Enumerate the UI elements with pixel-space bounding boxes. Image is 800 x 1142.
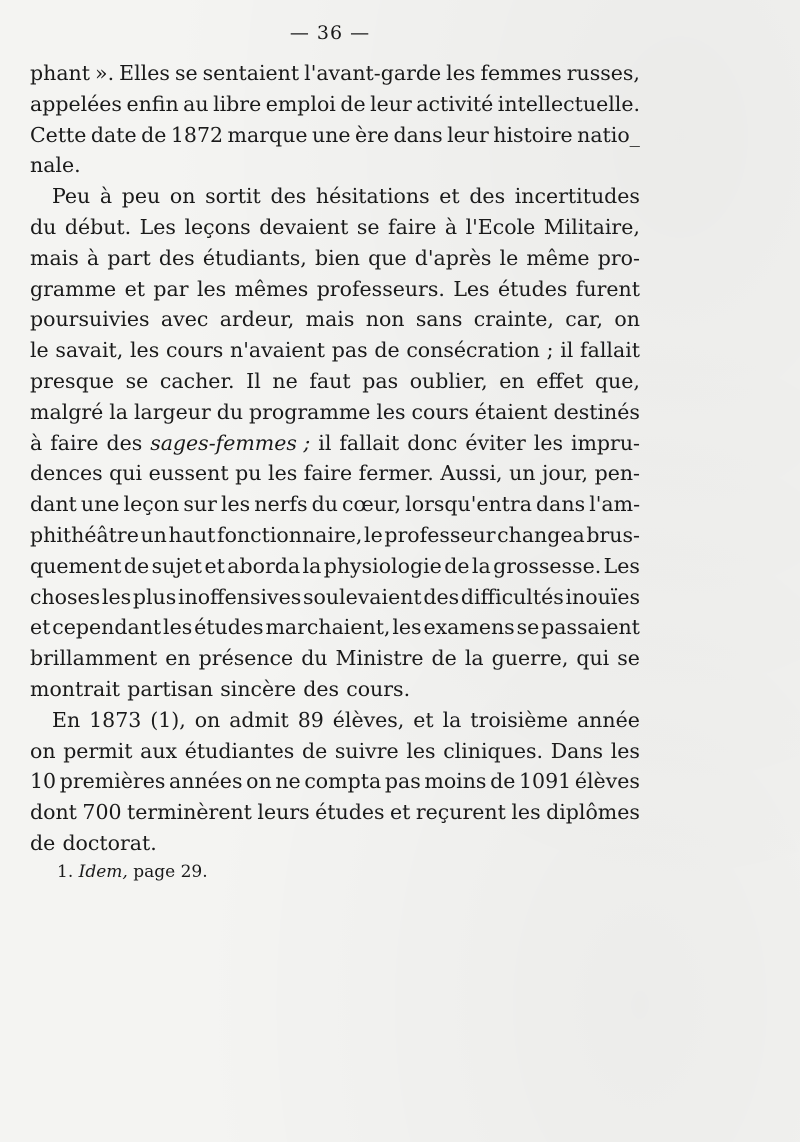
word: examens <box>423 615 515 640</box>
word: les <box>511 800 541 825</box>
word: se <box>125 368 149 393</box>
word: impru- <box>570 430 640 455</box>
word: eussent <box>148 461 229 486</box>
word: année <box>576 707 640 732</box>
word: les <box>610 738 640 763</box>
word: leur <box>447 122 489 147</box>
word: de <box>431 646 457 671</box>
word: leçon <box>123 492 180 517</box>
word: le <box>364 522 383 547</box>
word: 89 <box>297 707 324 732</box>
word: Aussi, <box>440 461 503 486</box>
word: début. <box>64 214 132 239</box>
word: femmes <box>480 61 562 85</box>
text-line <box>30 243 640 274</box>
word: le <box>499 245 519 270</box>
word: à <box>86 245 100 270</box>
word: un <box>140 522 167 547</box>
word: nale. <box>30 153 81 178</box>
word: l'avant-garde <box>304 61 442 85</box>
word: inouïes <box>565 584 640 609</box>
word: sentaient <box>202 61 300 85</box>
word: la <box>471 553 491 578</box>
word: poursuivies <box>30 307 150 332</box>
word: même <box>526 245 590 270</box>
word: 1873 <box>89 707 142 732</box>
text-line <box>30 212 640 243</box>
word: cliniques. <box>443 738 544 763</box>
word: compta <box>304 769 382 794</box>
word: difficultés <box>460 584 564 609</box>
word: sincère <box>220 676 297 701</box>
word: et <box>390 800 411 825</box>
text-line <box>30 458 640 489</box>
word: guerre, <box>491 646 569 671</box>
word: soulevaient <box>302 584 422 609</box>
word: libre <box>213 91 262 116</box>
word: moins <box>424 769 487 794</box>
word: effet <box>536 368 584 393</box>
word: montrait <box>30 676 121 701</box>
word: et <box>204 553 225 578</box>
word: inoffensives <box>177 584 302 609</box>
word: hésitations <box>315 184 430 209</box>
word: on <box>30 738 56 763</box>
word: et <box>439 184 460 209</box>
word: changea <box>497 522 585 547</box>
word: cours. <box>346 676 411 701</box>
word: et <box>124 276 145 301</box>
footnote-source: Idem, <box>78 862 128 882</box>
word: sans <box>415 307 463 332</box>
word: russes, <box>566 61 640 85</box>
word: élèves, <box>332 707 405 732</box>
word: à <box>99 184 113 209</box>
word: se <box>356 214 380 239</box>
word: 10 <box>30 769 57 794</box>
word: gramme <box>30 276 117 301</box>
text-line <box>30 58 640 89</box>
text-line <box>30 304 640 335</box>
word: reçurent <box>415 800 506 825</box>
text-line <box>30 335 640 366</box>
word: les <box>220 492 251 517</box>
word: ardeur, <box>219 307 295 332</box>
word: il <box>318 430 332 455</box>
word: passaient <box>541 615 640 640</box>
word: terminèrent <box>127 800 252 825</box>
text-line <box>30 89 640 120</box>
word: pu <box>235 461 262 486</box>
word: aux <box>140 738 178 763</box>
word: n'avaient <box>230 338 326 363</box>
word: on <box>169 184 196 209</box>
word: la <box>302 553 322 578</box>
word: la <box>109 399 128 424</box>
word: qui <box>109 461 143 486</box>
word: un <box>509 461 536 486</box>
text-line <box>30 797 640 828</box>
word: faire <box>50 430 99 455</box>
word: pas <box>331 338 368 363</box>
word: enfin <box>126 91 179 116</box>
word: en <box>165 646 191 671</box>
word: jour, <box>542 461 589 486</box>
word: se <box>516 615 540 640</box>
word: de <box>340 91 366 116</box>
footnote-number: 1. <box>57 862 74 882</box>
text-line <box>30 705 640 736</box>
word: crainte, <box>473 307 554 332</box>
word: sortit <box>205 184 261 209</box>
paragraph <box>30 705 640 859</box>
text-line <box>30 489 640 520</box>
word: fallait <box>580 338 640 363</box>
word: de <box>123 553 150 578</box>
word: faut <box>309 368 351 393</box>
word: admit <box>229 707 289 732</box>
text-line <box>30 520 640 551</box>
word: Les <box>603 553 640 578</box>
word: oublier, <box>409 368 488 393</box>
word: années <box>169 769 243 794</box>
word: dant <box>30 492 77 517</box>
word: physiologie <box>323 553 442 578</box>
word: étudiants, <box>202 245 307 270</box>
word: marque <box>227 122 308 147</box>
word: les <box>406 738 436 763</box>
footnote <box>57 862 208 882</box>
word: Dans <box>550 738 604 763</box>
word: bien <box>314 245 360 270</box>
word: études <box>315 800 385 825</box>
word: que <box>368 245 407 270</box>
word: les <box>533 430 563 455</box>
word: du <box>311 492 338 517</box>
word: plus <box>132 584 177 609</box>
word: cours <box>165 338 224 363</box>
word: 1872 <box>170 122 224 147</box>
word: des <box>303 676 340 701</box>
word: cours <box>411 399 469 424</box>
word: des <box>106 430 143 455</box>
word: Les <box>139 214 176 239</box>
word: diplômes <box>546 800 640 825</box>
word: ne <box>275 769 301 794</box>
word: il <box>560 338 574 363</box>
word: leçons <box>184 214 251 239</box>
word: ; <box>546 338 554 363</box>
word: brus- <box>586 522 640 547</box>
word: études <box>194 615 264 640</box>
word: étaient <box>474 399 548 424</box>
word: faire <box>388 214 437 239</box>
word: présence <box>198 646 294 671</box>
word: et <box>30 615 51 640</box>
word: grossesse. <box>493 553 602 578</box>
word: non <box>365 307 405 332</box>
word: on <box>614 307 640 332</box>
word: premières <box>59 769 166 794</box>
word: 1091 <box>519 769 572 794</box>
word: cœur, <box>342 492 402 517</box>
word: aborda <box>227 553 301 578</box>
text-line <box>30 766 640 797</box>
word: d'après <box>414 245 492 270</box>
word: pas <box>384 769 421 794</box>
word: Militaire, <box>543 214 640 239</box>
text-line <box>30 736 640 767</box>
word: partisan <box>127 676 214 701</box>
word: pro- <box>597 245 640 270</box>
word: de <box>301 738 328 763</box>
word: nerfs <box>254 492 308 517</box>
word: une <box>80 492 120 517</box>
word: furent <box>575 276 640 301</box>
word: marchaient, <box>265 615 391 640</box>
text-line <box>30 428 640 459</box>
word: dences <box>30 461 103 486</box>
word: l'Ecole <box>465 214 536 239</box>
word: les <box>268 461 298 486</box>
word: sujet <box>151 553 203 578</box>
word: fermer. <box>358 461 434 486</box>
word: sages-femmes ; <box>150 430 311 455</box>
word: on <box>246 769 272 794</box>
text-line <box>30 274 640 305</box>
word: se <box>174 61 198 85</box>
word: destinés <box>553 399 640 424</box>
word: En <box>52 707 81 732</box>
word: les <box>392 615 422 640</box>
word: les <box>446 61 476 85</box>
word: professeur <box>384 522 496 547</box>
text-line <box>30 551 640 582</box>
word: pen- <box>594 461 640 486</box>
word: emploi <box>265 91 336 116</box>
word: incertitudes <box>514 184 640 209</box>
word: cacher. <box>159 368 235 393</box>
word: sur <box>183 492 217 517</box>
word: 700 <box>82 800 122 825</box>
word: du <box>216 399 244 424</box>
word: pas <box>362 368 399 393</box>
text-line <box>30 397 640 428</box>
word: les <box>130 338 160 363</box>
word: Les <box>453 276 490 301</box>
word: activité <box>416 91 494 116</box>
word: la <box>464 646 484 671</box>
word: Il <box>246 368 261 393</box>
word: ». <box>95 61 115 85</box>
word: (1), <box>150 707 186 732</box>
word: Elles <box>119 61 170 85</box>
word: phant <box>30 61 90 85</box>
word: faire <box>303 461 353 486</box>
word: malgré <box>30 399 104 424</box>
word: programme <box>248 399 371 424</box>
word: étudiantes <box>184 738 295 763</box>
word: les <box>101 584 132 609</box>
word: consécration <box>406 338 540 363</box>
word: le <box>30 338 49 363</box>
word: à <box>444 214 458 239</box>
word: une <box>311 122 351 147</box>
word: des <box>270 184 307 209</box>
word: mêmes <box>234 276 309 301</box>
word: en <box>499 368 525 393</box>
word: intellectuelle. <box>497 91 640 116</box>
word: les <box>376 399 406 424</box>
word: qui <box>576 646 610 671</box>
word: avec <box>160 307 209 332</box>
word: Ministre <box>335 646 424 671</box>
word: études <box>498 276 568 301</box>
word: l'am- <box>589 492 640 517</box>
word: cependant <box>52 615 162 640</box>
word: professeurs. <box>316 276 445 301</box>
word: des <box>423 584 460 609</box>
word: du <box>30 214 57 239</box>
word: devaient <box>259 214 349 239</box>
word: des <box>158 245 195 270</box>
word: de <box>30 830 56 855</box>
text-line <box>30 674 640 705</box>
text-line <box>30 582 640 613</box>
word: dans <box>393 122 443 147</box>
word: à <box>30 430 43 455</box>
word: choses <box>30 584 101 609</box>
page-number: — 36 — <box>289 22 371 44</box>
word: savait, <box>55 338 124 363</box>
word: les <box>196 276 227 301</box>
word: brillamment <box>30 646 158 671</box>
word: de <box>374 338 400 363</box>
word: fallait <box>339 430 400 455</box>
word: date <box>90 122 137 147</box>
word: Cette <box>30 122 87 147</box>
word: permit <box>63 738 133 763</box>
word: des <box>469 184 506 209</box>
word: la <box>442 707 462 732</box>
word: mais <box>305 307 355 332</box>
word: leurs <box>257 800 310 825</box>
paragraph <box>30 181 640 705</box>
word: de <box>141 122 167 147</box>
footnote-page: page 29. <box>133 862 208 882</box>
word: haut <box>168 522 216 547</box>
word: donc <box>407 430 458 455</box>
word: troisième <box>470 707 569 732</box>
text-line <box>30 120 640 151</box>
text-line <box>30 643 640 674</box>
word: car, <box>565 307 604 332</box>
word: au <box>183 91 209 116</box>
word: que, <box>594 368 640 393</box>
word: fonctionnaire, <box>217 522 363 547</box>
word: se <box>617 646 640 671</box>
text-line <box>30 612 640 643</box>
word: presque <box>30 368 115 393</box>
body-text <box>30 58 640 859</box>
word: les <box>163 615 193 640</box>
word: mais <box>30 245 79 270</box>
text-line <box>30 150 640 181</box>
word: part <box>107 245 151 270</box>
word: élèves <box>574 769 640 794</box>
word: du <box>301 646 328 671</box>
word: appelées <box>30 91 122 116</box>
text-line <box>30 181 640 212</box>
word: dans <box>536 492 586 517</box>
word: et <box>413 707 434 732</box>
word: phithéâtre <box>30 522 139 547</box>
word: lorsqu'entra <box>405 492 532 517</box>
word: histoire <box>493 122 573 147</box>
word: on <box>194 707 221 732</box>
word: par <box>153 276 189 301</box>
text-line <box>30 828 640 859</box>
word: ne <box>272 368 298 393</box>
word: leur <box>370 91 412 116</box>
word: peu <box>121 184 161 209</box>
word: suivre <box>334 738 399 763</box>
paragraph <box>30 58 640 181</box>
text-line <box>30 366 640 397</box>
word: largeur <box>133 399 211 424</box>
word: ère <box>354 122 390 147</box>
word: doctorat. <box>62 830 157 855</box>
word: Peu <box>52 184 91 209</box>
word: quement <box>30 553 122 578</box>
word: de <box>490 769 516 794</box>
word: de <box>444 553 470 578</box>
word: natio_ <box>577 122 640 147</box>
word: dont <box>30 800 77 825</box>
word: éviter <box>465 430 526 455</box>
